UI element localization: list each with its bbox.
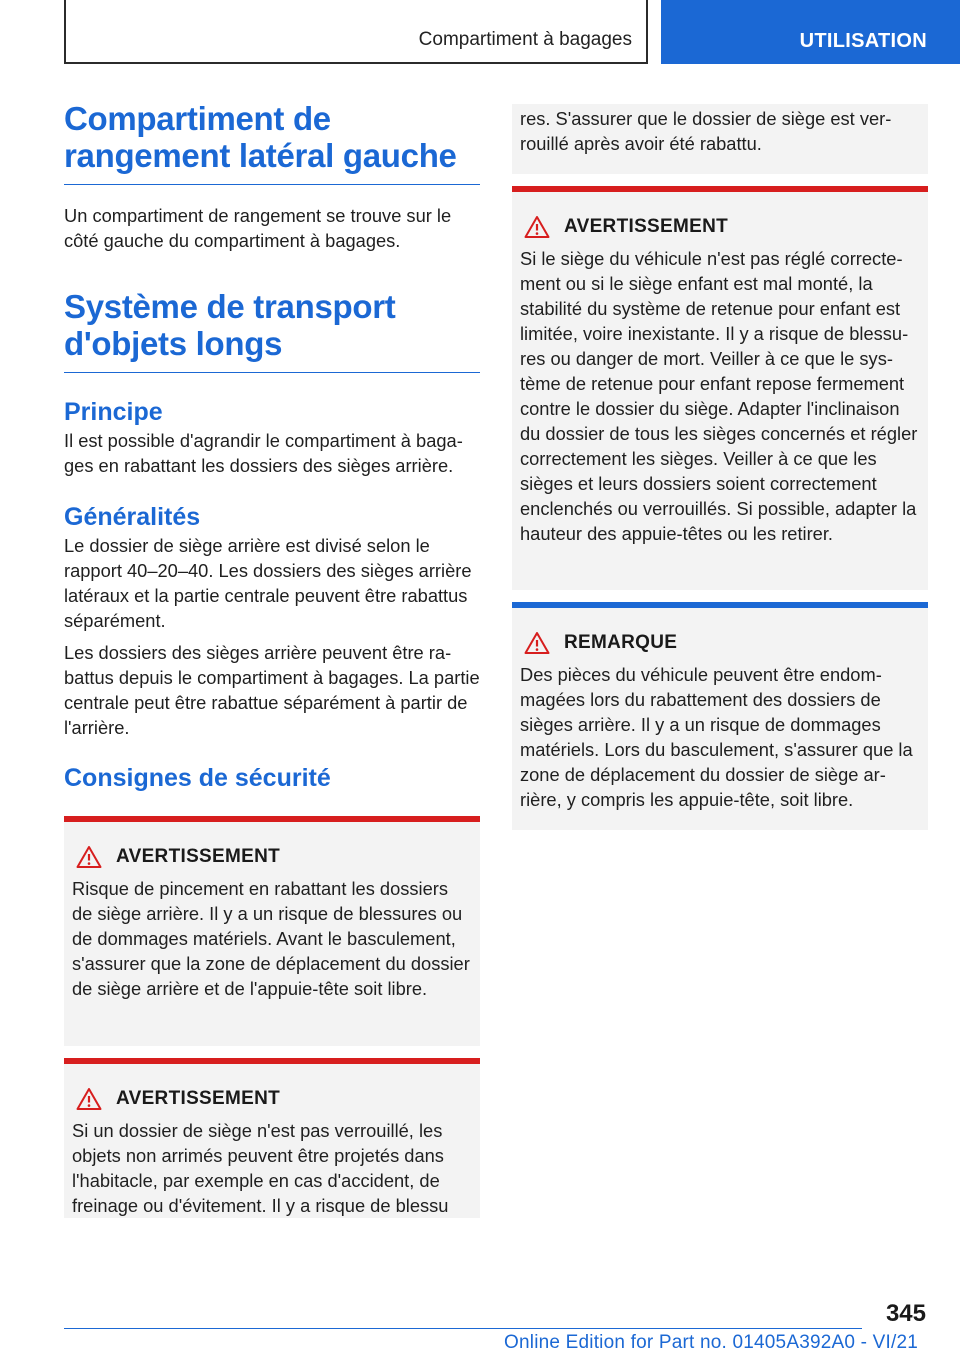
header-chapter-title: UTILISATION	[799, 30, 927, 52]
footer-edition: Online Edition for Part no. 01405A392A0 - VI/21	[504, 1332, 918, 1353]
paragraph-generalites-2: Les dossiers des sièges arrière peuvent être rabattus depuis le compartiment à bagages. La partie centrale peut être rabattue séparément à partir de l'arrière.	[64, 642, 480, 738]
warning-title: AVERTISSEMENT	[564, 216, 729, 237]
heading-principe: Principe	[64, 398, 163, 426]
notice-text: Des pièces du véhicule peuvent être endommagées lors du rabattement des dossiers de sièges arrière. Il y a un risque de dommages matériels. Lors du basculement, s'assurer que la zone de déplacement du dossier de siège arrière, y compris les appuie-tête, soit libre.	[520, 664, 913, 810]
page-number: 345	[885, 1300, 926, 1327]
heading-generalites: Généralités	[64, 503, 201, 531]
warning-box-header	[72, 1084, 472, 1114]
warning-box-pinching	[64, 816, 480, 1046]
warning-box-child-seat	[512, 186, 928, 590]
right-column	[512, 104, 928, 830]
warning-box-header	[72, 842, 472, 872]
heading-storage-compartment: Compartiment de rangement latéral gauche	[64, 100, 480, 185]
warning-text: Si le siège du véhicule n'est pas réglé correctement ou si le siège enfant est mal monté, la stabilité du système de retenue pour enfant est limitée, voire inexistante. Il y a risque de blessures ou danger de mort. Veiller à ce que le système de retenue pour enfant repose fermement contre le dossier du siège. Adapter l'inclinaison du dossier de tous les sièges concernés et régler correctement les sièges. Veiller à ce que les sièges et leurs dossiers soient correctement enclenchés ou verrouillés. Si possible, adapter la hauteur des appuie-têtes ou les retirer.	[520, 248, 918, 544]
warning-text: Risque de pincement en rabattant les dossiers de siège arrière. Il y a un risque de blessures ou de dommages matériels. Avant le basculement, s'assurer que la zone de déplacement du dossier de siège arrière et de l'appuie-tête soit libre.	[72, 878, 470, 999]
warning-box-header	[520, 212, 920, 242]
left-column	[64, 100, 480, 1218]
paragraph-storage-compartment: Un compartiment de rangement se trouve sur le côté gauche du compartiment à bagages.	[64, 205, 452, 251]
paragraph-generalites-1: Le dossier de siège arrière est divisé selon le rapport 40–20–40. Les dossiers des sièges arrière latéraux et la partie centrale peuvent être rabattus séparément.	[64, 535, 472, 631]
notice-box	[512, 602, 928, 830]
footer-divider	[64, 1328, 862, 1329]
heading-long-items-system: Système de transport d'objets longs	[64, 288, 480, 373]
warning-triangle-icon	[76, 1087, 102, 1111]
warning-triangle-icon	[524, 631, 550, 655]
heading-consignes: Consignes de sécurité	[64, 764, 331, 792]
warning-box-unlocked-seat	[64, 1058, 480, 1218]
header-chapter-tab	[661, 0, 960, 64]
header-section-tab	[64, 0, 648, 64]
warning-continued-text: res. S'assurer que le dossier de siège est verrouillé après avoir été rabattu.	[520, 108, 892, 154]
warning-triangle-icon	[76, 845, 102, 869]
notice-box-header	[520, 628, 920, 658]
warning-text: Si un dossier de siège n'est pas verrouillé, les objets non arrimés peuvent être projetés dans l'habitacle, par exemple en cas d'accident, de freinage ou d'évitement. Il y a risque de blessu	[72, 1120, 449, 1216]
warning-box-continued	[512, 104, 928, 174]
warning-title: AVERTISSEMENT	[116, 846, 281, 867]
paragraph-principe: Il est possible d'agrandir le compartiment à bagages en rabattant les dossiers des sièges arrière.	[64, 430, 463, 476]
notice-title: REMARQUE	[564, 632, 678, 653]
warning-title: AVERTISSEMENT	[116, 1088, 281, 1109]
warning-triangle-icon	[524, 215, 550, 239]
header-section-title: Compartiment à bagages	[418, 29, 632, 50]
